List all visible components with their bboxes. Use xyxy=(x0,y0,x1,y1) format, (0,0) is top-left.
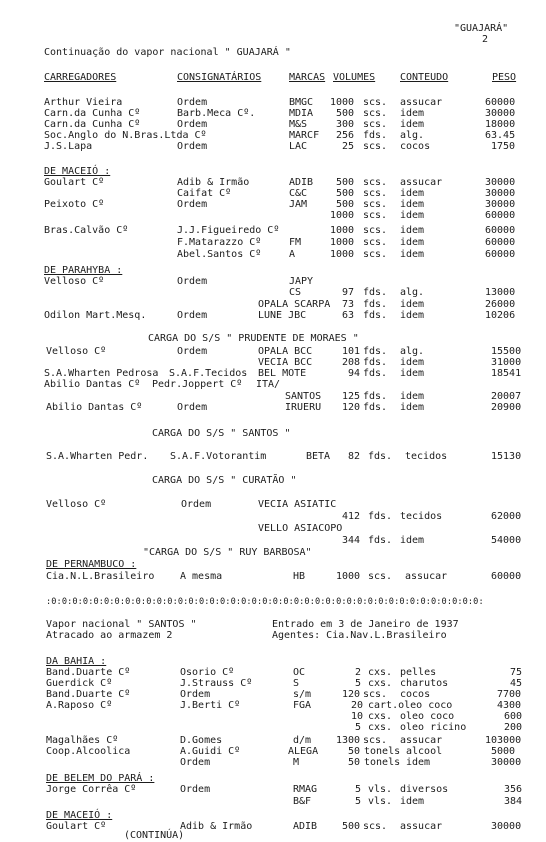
conteudo: idem xyxy=(400,249,425,260)
peso: 1750 xyxy=(491,141,516,152)
volume: 82 xyxy=(348,451,361,462)
peso: 30000 xyxy=(491,821,522,832)
conteudo: idem xyxy=(400,210,425,221)
consignatario: S.A.F.Tecidos xyxy=(169,368,248,379)
conteudo: alcool xyxy=(406,746,443,757)
volume: 412 xyxy=(342,511,361,522)
volume: 300 xyxy=(336,119,355,130)
peso: 5000 xyxy=(491,746,516,757)
marca: OC xyxy=(293,667,306,678)
consignatario: J.Berti Cº xyxy=(180,700,241,711)
volume: 1300 xyxy=(336,735,361,746)
consignatario: Ordem xyxy=(177,346,208,357)
unidade: fds. xyxy=(363,130,388,141)
carregador: Velloso Cº xyxy=(46,499,107,510)
marca: S xyxy=(293,678,300,689)
carregador: Band.Duarte Cº xyxy=(46,689,131,700)
header-ref: "GUAJARÁ" xyxy=(454,23,509,34)
volume: 94 xyxy=(348,368,361,379)
volume: 120 xyxy=(342,689,361,700)
volume: 5 xyxy=(355,784,362,795)
unidade: fds. xyxy=(363,391,388,402)
unidade: fds. xyxy=(363,310,388,321)
marca: ALEGA xyxy=(288,746,319,757)
carregador: Soc.Anglo do N.Bras.Ltda Cº xyxy=(44,130,207,141)
peso: 60000 xyxy=(491,571,522,582)
conteudo: alg. xyxy=(400,130,425,141)
peso: 15130 xyxy=(491,451,522,462)
unidade: scs. xyxy=(363,141,388,152)
consignatario: Ordem xyxy=(180,757,211,768)
page-number: 2 xyxy=(482,34,489,45)
volume: 97 xyxy=(342,287,355,298)
marca: OPALA SCARPA xyxy=(258,299,331,310)
unidade: fds. xyxy=(368,511,393,522)
peso: 20007 xyxy=(491,391,522,402)
volume: 256 xyxy=(336,130,355,141)
consignatario: Barb.Meca Cº. xyxy=(177,108,256,119)
peso: 30000 xyxy=(491,757,522,768)
conteudo: assucar xyxy=(400,735,443,746)
marca: JAM xyxy=(289,199,308,210)
conteudo: idem xyxy=(400,225,425,236)
volume: 10 xyxy=(351,711,364,722)
consignatario: F.Matarazzo Cº xyxy=(177,237,262,248)
consignatario: Ordem xyxy=(177,141,208,152)
consignatario: S.A.F.Votorantim xyxy=(170,451,267,462)
peso: 10206 xyxy=(485,310,516,321)
consignatario: Ordem xyxy=(177,310,208,321)
consignatario: Osorio Cº xyxy=(180,667,235,678)
section-bahia: DA BAHIA : xyxy=(46,656,107,667)
marca: VECIA ASIATIC xyxy=(258,499,337,510)
marca: ADIB xyxy=(293,821,318,832)
peso: 60000 xyxy=(485,210,516,221)
peso: 4300 xyxy=(497,700,522,711)
volume: 1000 xyxy=(330,249,355,260)
unidade: cxs. xyxy=(368,678,393,689)
carregador: Coop.Alcoolica xyxy=(46,746,131,757)
conteudo: alg. xyxy=(400,287,425,298)
section-carga-prudente: CARGA DO S/S " PRUDENTE DE MORAES " xyxy=(148,333,359,344)
volume: 5 xyxy=(355,796,362,807)
carregador: Goulart Cº xyxy=(44,177,105,188)
conteudo: idem xyxy=(400,188,425,199)
consignatario: J.J.Figueiredo Cº xyxy=(177,225,280,236)
marca: FGA xyxy=(293,700,312,711)
unidade: scs. xyxy=(363,735,388,746)
consignatario: Adib & Irmão xyxy=(180,821,253,832)
separator-line: :0:0:0:0:0:0:0:0:0:0:0:0:0:0:0:0:0:0:0:0:0:0:0:0:0:0:0:0:0:0:0:0:0:0:0:0:0:0:0:0:0: xyxy=(46,597,484,607)
volume: 5 xyxy=(355,678,362,689)
marca: FM xyxy=(289,237,302,248)
carregador: A.Raposo Cº xyxy=(46,700,113,711)
unidade: fds. xyxy=(368,451,393,462)
volume: 50 xyxy=(348,746,361,757)
unidade: scs. xyxy=(363,821,388,832)
consignatario: Ordem xyxy=(181,499,212,510)
section-carga-santos: CARGA DO S/S " SANTOS " xyxy=(152,428,291,439)
conteudo: oleo coco xyxy=(400,711,455,722)
carregador: Guerdick Cº xyxy=(46,678,113,689)
carregador: Bras.Calvão Cº xyxy=(44,225,129,236)
section-maceio-2: DE MACEIÓ : xyxy=(46,810,113,821)
consignatario: J.Strauss Cº xyxy=(180,678,253,689)
vapor-santos-armazem: Atracado ao armazem 2 xyxy=(46,630,173,641)
consignatario: Caifat Cº xyxy=(177,188,232,199)
conteudo: idem xyxy=(400,796,425,807)
conteudo: oleo ricino xyxy=(400,722,467,733)
marca: CS xyxy=(289,287,302,298)
peso: 18541 xyxy=(491,368,522,379)
unidade: scs. xyxy=(363,97,388,108)
unidade: vls. xyxy=(368,796,393,807)
marca: LUNE JBC xyxy=(258,310,307,321)
conteudo: idem xyxy=(400,108,425,119)
col-conteudo: CONTEUDO xyxy=(400,72,449,83)
marca: MARCF xyxy=(289,130,320,141)
col-consignatarios: CONSIGNATÁRIOS xyxy=(177,72,262,83)
unidade: scs. xyxy=(363,225,388,236)
marca: RMAG xyxy=(293,784,318,795)
unidade: cxs. xyxy=(368,722,393,733)
marca: BETA xyxy=(306,451,331,462)
consignatario: Pedr.Joppert Cº xyxy=(152,379,243,390)
unidade: fds. xyxy=(363,402,388,413)
unidade: scs. xyxy=(363,119,388,130)
unidade: scs. xyxy=(368,571,393,582)
unidade: fds. xyxy=(363,368,388,379)
unidade: scs. xyxy=(363,210,388,221)
conteudo: idem xyxy=(400,310,425,321)
conteudo: tecidos xyxy=(400,511,443,522)
col-volumes: VOLUMES xyxy=(333,72,376,83)
peso: 45 xyxy=(510,678,523,689)
peso: 30000 xyxy=(485,188,516,199)
volume: 500 xyxy=(336,199,355,210)
peso: 15500 xyxy=(491,346,522,357)
marca: JAPY xyxy=(289,276,314,287)
carregador: Velloso Cº xyxy=(46,346,107,357)
carregador: J.S.Lapa xyxy=(44,141,93,152)
conteudo: idem xyxy=(400,402,425,413)
consignatario: A.Guidi Cº xyxy=(180,746,241,757)
conteudo: charutos xyxy=(400,678,449,689)
consignatario: Ordem xyxy=(177,97,208,108)
peso: 60000 xyxy=(485,249,516,260)
unidade: fds. xyxy=(368,535,393,546)
conteudo: idem xyxy=(400,357,425,368)
consignatario: D.Gomes xyxy=(180,735,223,746)
peso: 31000 xyxy=(491,357,522,368)
carregador: Carn.da Cunha Cº xyxy=(44,108,141,119)
volume: 1000 xyxy=(330,210,355,221)
volume: 63 xyxy=(342,310,355,321)
unidade: scs. xyxy=(363,188,388,199)
peso: 30000 xyxy=(485,199,516,210)
volume: 344 xyxy=(342,535,361,546)
carregador: Odilon Mart.Mesq. xyxy=(44,310,147,321)
marca: ADIB xyxy=(289,177,314,188)
carregador: S.A.Wharten Pedr. xyxy=(46,451,149,462)
consignatario: Ordem xyxy=(180,784,211,795)
marca: VECIA BCC xyxy=(258,357,313,368)
carregador: Abilio Dantas Cº xyxy=(44,379,141,390)
marca: s/m xyxy=(293,689,312,700)
unidade: scs. xyxy=(363,108,388,119)
carregador: Arthur Vieira xyxy=(44,97,123,108)
peso: 54000 xyxy=(491,535,522,546)
carregador: Carn.da Cunha Cº xyxy=(44,119,141,130)
col-carregadores: CARREGADORES xyxy=(44,72,117,83)
unidade: cxs. xyxy=(368,667,393,678)
peso: 18000 xyxy=(485,119,516,130)
volume: 208 xyxy=(342,357,361,368)
peso: 7700 xyxy=(497,689,522,700)
conteudo: assucar xyxy=(405,571,448,582)
conteudo: idem xyxy=(400,119,425,130)
marca: VELLO ASIACOPO xyxy=(258,523,343,534)
volume: 1000 xyxy=(336,571,361,582)
conteudo: assucar xyxy=(400,821,443,832)
marca: SANTOS xyxy=(285,391,322,402)
carregador: Cia.N.L.Brasileiro xyxy=(46,571,155,582)
marca: M xyxy=(293,757,300,768)
peso: 63.45 xyxy=(485,130,516,141)
volume: 73 xyxy=(342,299,355,310)
consignatario: Ordem xyxy=(180,689,211,700)
conteudo: cocos xyxy=(400,141,431,152)
section-pernambuco: DE PERNAMBUCO : xyxy=(46,559,137,570)
unidade: scs. xyxy=(363,199,388,210)
conteudo: idem xyxy=(400,199,425,210)
peso: 75 xyxy=(510,667,523,678)
marca: OPALA BCC xyxy=(258,346,313,357)
consignatario: Abel.Santos Cº xyxy=(177,249,262,260)
conteudo: idem xyxy=(400,391,425,402)
peso: 356 xyxy=(504,784,523,795)
carregador: Magalhães Cº xyxy=(46,735,119,746)
unidade: cart.oleo coco xyxy=(368,700,453,711)
volume: 101 xyxy=(342,346,361,357)
conteudo: diversos xyxy=(400,784,449,795)
peso: 200 xyxy=(504,722,523,733)
vapor-santos-agentes: Agentes: Cia.Nav.L.Brasileiro xyxy=(272,630,447,641)
marca: d/m xyxy=(293,735,312,746)
continuation-line: Continuação do vapor nacional " GUAJARÁ " xyxy=(44,47,291,58)
consignatario: Ordem xyxy=(177,119,208,130)
conteudo: alg. xyxy=(400,346,425,357)
unidade: tonels xyxy=(364,746,401,757)
consignatario: Adib & Irmão xyxy=(177,177,250,188)
unidade: scs. xyxy=(363,689,388,700)
peso: 20900 xyxy=(491,402,522,413)
marca: B&F xyxy=(293,796,312,807)
conteudo: cocos xyxy=(400,689,431,700)
marca: BEL MOTE xyxy=(258,368,307,379)
marca: ITA/ xyxy=(256,379,281,390)
volume: 20 xyxy=(351,700,364,711)
col-peso: PESO xyxy=(492,72,517,83)
volume: 500 xyxy=(336,108,355,119)
volume: 1000 xyxy=(330,225,355,236)
volume: 5 xyxy=(355,722,362,733)
marca: A xyxy=(289,249,296,260)
marca: IRUERU xyxy=(285,402,322,413)
carregador: S.A.Wharten Pedrosa xyxy=(44,368,159,379)
volume: 1000 xyxy=(330,237,355,248)
unidade: tonels xyxy=(364,757,401,768)
consignatario: A mesma xyxy=(180,571,223,582)
carregador: Band.Duarte Cº xyxy=(46,667,131,678)
consignatario: Ordem xyxy=(177,276,208,287)
vapor-santos-title: Vapor nacional " SANTOS " xyxy=(46,619,197,630)
unidade: scs. xyxy=(363,237,388,248)
section-maceio: DE MACEIÓ : xyxy=(44,166,111,177)
peso: 384 xyxy=(504,796,523,807)
volume: 500 xyxy=(336,177,355,188)
section-parahyba: DE PARAHYBA : xyxy=(44,265,123,276)
peso: 13000 xyxy=(485,287,516,298)
marca: C&C xyxy=(289,188,308,199)
volume: 125 xyxy=(342,391,361,402)
unidade: cxs. xyxy=(368,711,393,722)
peso: 30000 xyxy=(485,108,516,119)
vapor-santos-entrada: Entrado em 3 de Janeiro de 1937 xyxy=(272,619,459,630)
volume: 500 xyxy=(336,188,355,199)
volume: 25 xyxy=(342,141,355,152)
marca: MDIA xyxy=(289,108,314,119)
peso: 60000 xyxy=(485,97,516,108)
carregador: Goulart Cº xyxy=(46,821,107,832)
carregador: Peixoto Cº xyxy=(44,199,105,210)
volume: 500 xyxy=(342,821,361,832)
peso: 60000 xyxy=(485,225,516,236)
conteudo: pelles xyxy=(400,667,437,678)
section-carga-ruy-barbosa: "CARGA DO S/S " RUY BARBOSA" xyxy=(143,547,312,558)
conteudo: assucar xyxy=(400,177,443,188)
peso: 60000 xyxy=(485,237,516,248)
peso: 600 xyxy=(504,711,523,722)
volume: 50 xyxy=(348,757,361,768)
conteudo: idem xyxy=(400,535,425,546)
consignatario: Ordem xyxy=(177,402,208,413)
marca: LAC xyxy=(289,141,308,152)
peso: 26000 xyxy=(485,299,516,310)
section-carga-curatao: CARGA DO S/S " CURATÃO " xyxy=(152,475,297,486)
volume: 1000 xyxy=(330,97,355,108)
carregador: Abilio Dantas Cº xyxy=(46,402,143,413)
carregador: Velloso Cº xyxy=(44,276,105,287)
conteudo: tecidos xyxy=(405,451,448,462)
unidade: vls. xyxy=(368,784,393,795)
unidade: scs. xyxy=(363,177,388,188)
footer-continua: (CONTINÚA) xyxy=(124,830,185,841)
unidade: fds. xyxy=(363,287,388,298)
unidade: fds. xyxy=(363,357,388,368)
conteudo: idem xyxy=(400,368,425,379)
conteudo: idem xyxy=(400,237,425,248)
conteudo: idem xyxy=(400,299,425,310)
conteudo: idem xyxy=(406,757,431,768)
volume: 2 xyxy=(355,667,362,678)
volume: 120 xyxy=(342,402,361,413)
marca: M&S xyxy=(289,119,308,130)
consignatario: Ordem xyxy=(177,199,208,210)
marca: HB xyxy=(293,571,306,582)
peso: 30000 xyxy=(485,177,516,188)
section-belem: DE BELEM DO PARÁ : xyxy=(46,773,155,784)
marca: BMGC xyxy=(289,97,314,108)
carregador: Jorge Corrêa Cº xyxy=(46,784,137,795)
peso: 103000 xyxy=(485,735,522,746)
col-marcas: MARCAS xyxy=(289,72,326,83)
conteudo: assucar xyxy=(400,97,443,108)
unidade: fds. xyxy=(363,346,388,357)
peso: 62000 xyxy=(491,511,522,522)
unidade: scs. xyxy=(363,249,388,260)
unidade: fds. xyxy=(363,299,388,310)
